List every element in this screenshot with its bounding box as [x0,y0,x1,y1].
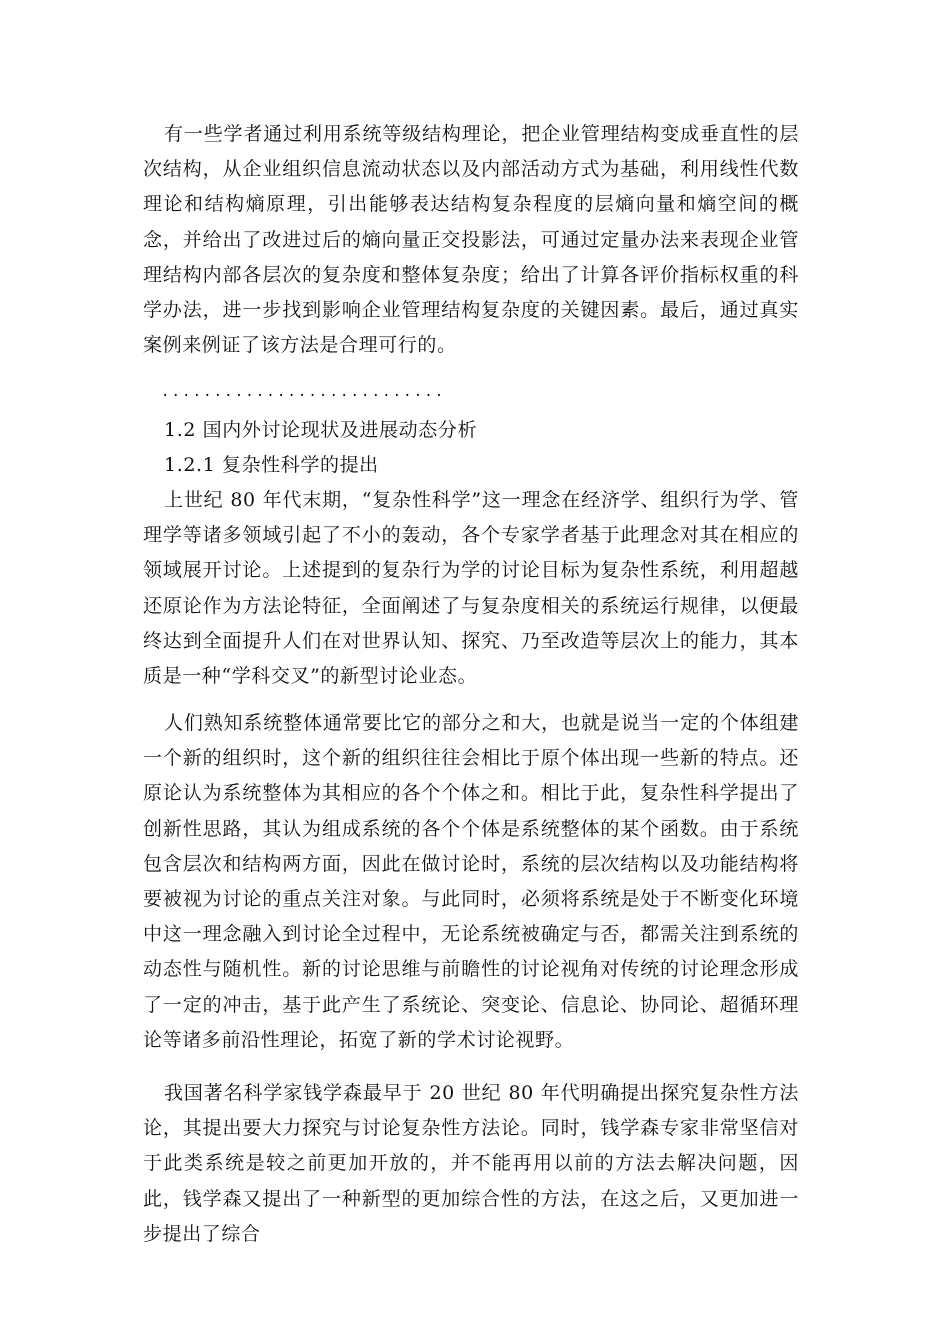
paragraph-system-whole-vs-parts: 人们熟知系统整体通常要比它的部分之和大，也就是说当一定的个体组建一个新的组织时，这个新的组织往往会相比于原个体出现一些新的特点。还原论认为系统整体为其相应的各个个体之和。相比于此，复杂性科学提出了创新性思路，其认为组成系统的各个个体是系统整体的某个函数。由于系统包含层次和结构两方面，因此在做讨论时，系统的层次结构以及功能结构将要被视为讨论的重点关注对象。与此同时，必须将系统是处于不断变化环境中这一理念融入到讨论全过程中，无论系统被确定与否，都需关注到系统的动态性与随机性。新的讨论思维与前瞻性的讨论视角对传统的讨论理念形成了一定的冲击，基于此产生了系统论、突变论、信息论、协同论、超循环理论等诸多前沿性理论，拓宽了新的学术讨论视野。 [143,712,799,1051]
section-heading-1-2: 1.2 国内外讨论现状及进展动态分析 [164,419,478,441]
paragraph-complexity-science-origin: 上世纪 80 年代末期，“复杂性科学”这一理念在经济学、组织行为学、管理学等诸多领域引起了不小的轰动，各个专家学者基于此理念对其在相应的领域展开讨论。上述提到的复杂行为学的讨论目标为复杂性系统，利用超越还原论作为方法论特征，全面阐述了与复杂度相关的系统运行规律，以便最终达到全面提升人们在对世界认知、探究、乃至改造等层次上的能力，其本质是一种“学科交叉”的新型讨论业态。 [143,489,799,688]
subsection-heading-1-2-1: 1.2.1 复杂性科学的提出 [164,454,379,476]
paragraph-structure-entropy: 有一些学者通过利用系统等级结构理论，把企业管理结构变成垂直性的层次结构，从企业组织信息流动状态以及内部活动方式为基础，利用线性代数理论和结构熵原理，引出能够表达结构复杂程度的层熵向量和熵空间的概念，并给出了改进过后的熵向量正交投影法，可通过定量办法来表现企业管理结构内部各层次的复杂度和整体复杂度；给出了计算各评价指标权重的科学办法，进一步找到影响企业管理结构复杂度的关键因素。最后，通过真实案例来例证了该方法是合理可行的。 [143,123,799,357]
paragraph-qian-xuesen-methodology: 我国著名科学家钱学森最早于 20 世纪 80 年代明确提出探究复杂性方法论，其提出要大力探究与讨论复杂性方法论。同时，钱学森专家非常坚信对于此类系统是较之前更加开放的，并不能再用以前的方法去解决问题，因此，钱学森又提出了一种新型的更加综合性的方法，在这之后，又更加进一步提出了综合 [143,1082,799,1245]
section-separator-dots: ........................... [161,384,446,400]
